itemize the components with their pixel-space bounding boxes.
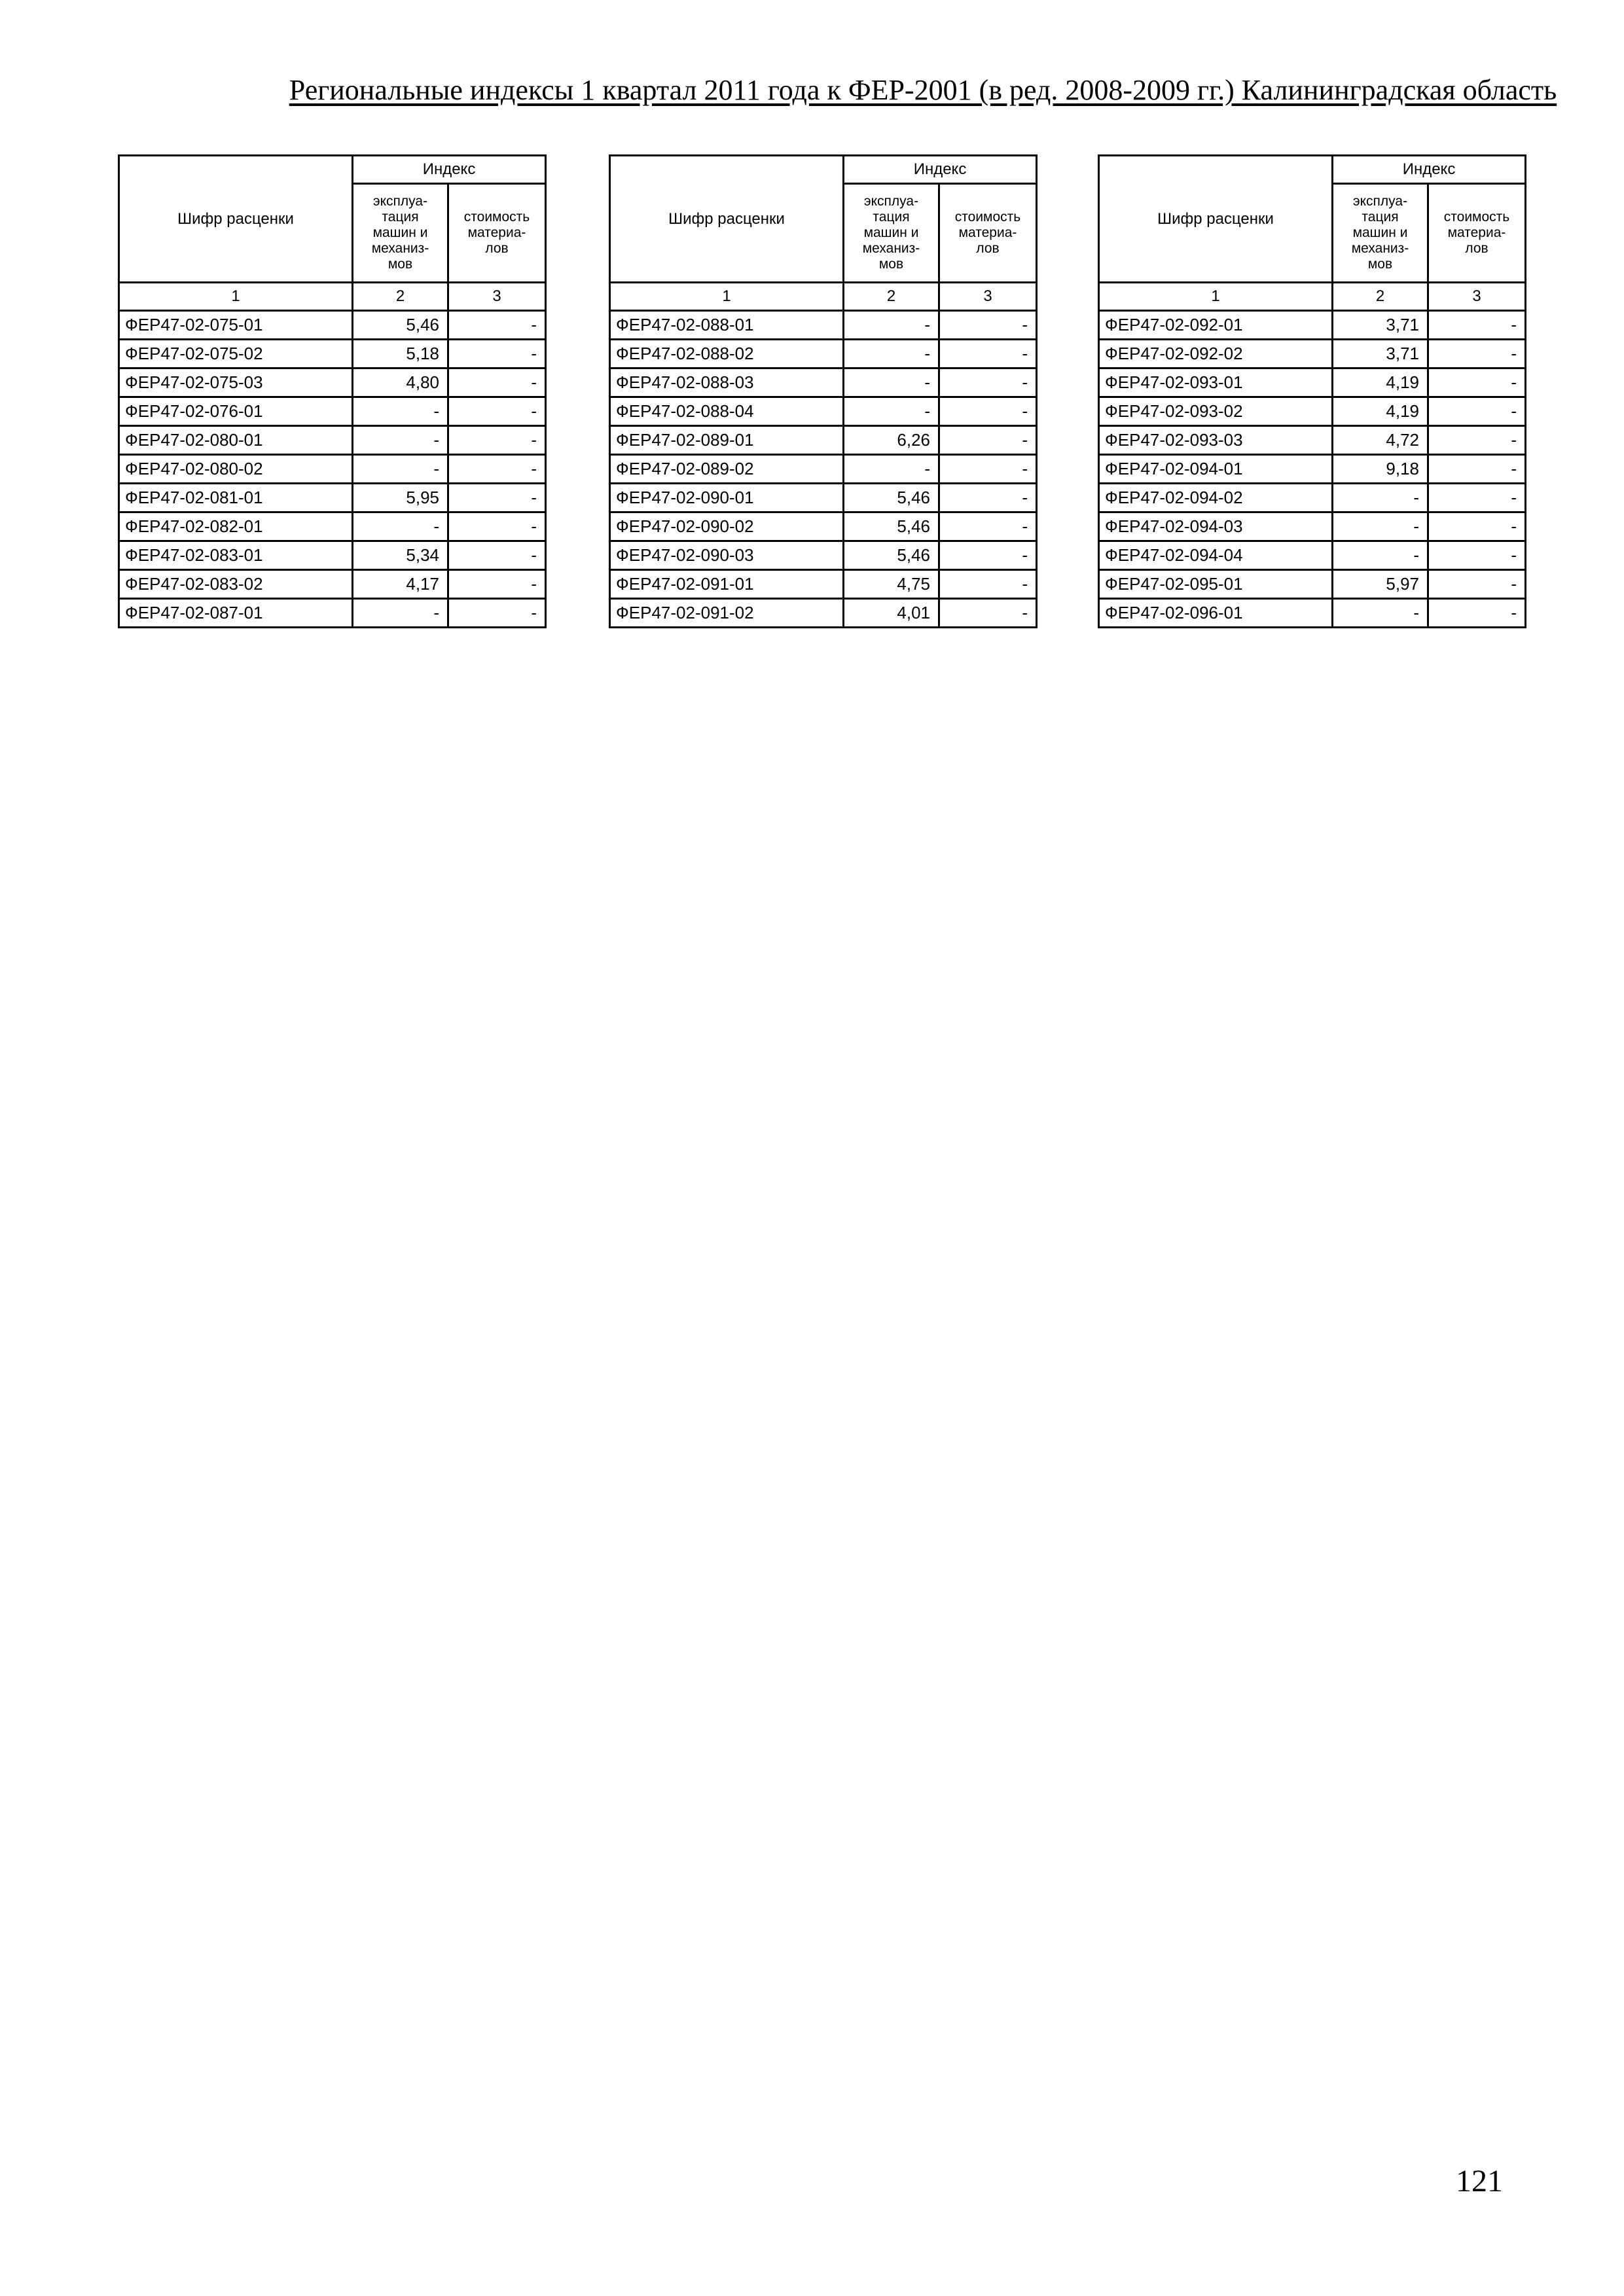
cell-code: ФЕР47-02-076-01 [119, 397, 353, 426]
cell-code: ФЕР47-02-093-02 [1099, 397, 1333, 426]
table-row [610, 484, 1037, 512]
cell-machines: 6,26 [844, 426, 939, 455]
cell-materials: - [448, 512, 546, 541]
table-row [119, 340, 546, 368]
table-row [1099, 599, 1526, 628]
cell-materials: - [1428, 455, 1526, 484]
cell-materials: - [1428, 368, 1526, 397]
cell-materials: - [939, 397, 1037, 426]
cell-code: ФЕР47-02-080-02 [119, 455, 353, 484]
cell-machines: - [1333, 599, 1428, 628]
header-machines: эксплуа- тация машин и механиз- мов [353, 184, 448, 283]
table-row [1099, 512, 1526, 541]
cell-machines: 9,18 [1333, 455, 1428, 484]
index-table-2 [609, 154, 1038, 628]
cell-materials: - [448, 397, 546, 426]
table-row [119, 455, 546, 484]
cell-materials: - [939, 541, 1037, 570]
cell-machines: 5,46 [844, 541, 939, 570]
table-row [119, 368, 546, 397]
cell-materials: - [1428, 484, 1526, 512]
cell-code: ФЕР47-02-087-01 [119, 599, 353, 628]
cell-code: ФЕР47-02-092-02 [1099, 340, 1333, 368]
cell-machines: - [844, 397, 939, 426]
cell-machines: 4,19 [1333, 368, 1428, 397]
cell-materials: - [448, 368, 546, 397]
cell-code: ФЕР47-02-089-01 [610, 426, 844, 455]
cell-materials: - [1428, 426, 1526, 455]
header-col-3: 3 [1428, 283, 1526, 311]
cell-materials: - [939, 368, 1037, 397]
table-row [610, 340, 1037, 368]
cell-code: ФЕР47-02-096-01 [1099, 599, 1333, 628]
cell-code: ФЕР47-02-088-03 [610, 368, 844, 397]
table-row [1099, 484, 1526, 512]
cell-code: ФЕР47-02-094-02 [1099, 484, 1333, 512]
cell-machines: - [353, 397, 448, 426]
header-machines: эксплуа- тация машин и механиз- мов [1333, 184, 1428, 283]
cell-code: ФЕР47-02-090-02 [610, 512, 844, 541]
header-code: Шифр расценки [1099, 156, 1333, 283]
cell-code: ФЕР47-02-088-02 [610, 340, 844, 368]
table-row [119, 426, 546, 455]
cell-code: ФЕР47-02-092-01 [1099, 311, 1333, 340]
cell-code: ФЕР47-02-093-03 [1099, 426, 1333, 455]
cell-machines: 4,72 [1333, 426, 1428, 455]
header-machines: эксплуа- тация машин и механиз- мов [844, 184, 939, 283]
cell-materials: - [1428, 570, 1526, 599]
cell-materials: - [939, 340, 1037, 368]
header-col-2: 2 [844, 283, 939, 311]
cell-materials: - [939, 512, 1037, 541]
cell-code: ФЕР47-02-090-03 [610, 541, 844, 570]
table-row [610, 570, 1037, 599]
table-row [1099, 455, 1526, 484]
header-col-3: 3 [939, 283, 1037, 311]
cell-machines: - [353, 599, 448, 628]
cell-materials: - [939, 599, 1037, 628]
cell-materials: - [448, 311, 546, 340]
header-col-2: 2 [1333, 283, 1428, 311]
cell-machines: 5,34 [353, 541, 448, 570]
cell-materials: - [448, 541, 546, 570]
cell-code: ФЕР47-02-091-02 [610, 599, 844, 628]
cell-machines: - [844, 368, 939, 397]
table-row [610, 599, 1037, 628]
cell-materials: - [1428, 340, 1526, 368]
cell-code: ФЕР47-02-095-01 [1099, 570, 1333, 599]
cell-code: ФЕР47-02-081-01 [119, 484, 353, 512]
cell-materials: - [939, 570, 1037, 599]
cell-code: ФЕР47-02-089-02 [610, 455, 844, 484]
table-row [610, 368, 1037, 397]
header-col-1: 1 [610, 283, 844, 311]
table-row [1099, 368, 1526, 397]
cell-materials: - [448, 340, 546, 368]
cell-materials: - [939, 484, 1037, 512]
page-number: 121 [1456, 2164, 1503, 2198]
cell-machines: 4,01 [844, 599, 939, 628]
cell-machines: 5,46 [844, 512, 939, 541]
cell-machines: - [353, 512, 448, 541]
cell-machines: - [353, 426, 448, 455]
cell-materials: - [939, 455, 1037, 484]
cell-code: ФЕР47-02-093-01 [1099, 368, 1333, 397]
header-col-1: 1 [1099, 283, 1333, 311]
cell-materials: - [448, 455, 546, 484]
cell-machines: 4,17 [353, 570, 448, 599]
header-col-3: 3 [448, 283, 546, 311]
table-row [1099, 426, 1526, 455]
table-row [119, 599, 546, 628]
cell-materials: - [1428, 397, 1526, 426]
cell-code: ФЕР47-02-075-02 [119, 340, 353, 368]
table-row [610, 311, 1037, 340]
header-code: Шифр расценки [119, 156, 353, 283]
cell-materials: - [448, 570, 546, 599]
header-code: Шифр расценки [610, 156, 844, 283]
cell-code: ФЕР47-02-083-02 [119, 570, 353, 599]
table-row [1099, 311, 1526, 340]
table-row [1099, 340, 1526, 368]
header-col-1: 1 [119, 283, 353, 311]
cell-materials: - [448, 599, 546, 628]
page-title: Региональные индексы 1 квартал 2011 года к ФЕР-2001 (в ред. 2008-2009 гг.) Калининградская область [289, 74, 1557, 106]
cell-machines: - [353, 455, 448, 484]
table-row [610, 426, 1037, 455]
table-row [610, 455, 1037, 484]
cell-materials: - [1428, 599, 1526, 628]
table-row [119, 311, 546, 340]
cell-machines: - [1333, 512, 1428, 541]
cell-code: ФЕР47-02-094-03 [1099, 512, 1333, 541]
table-row [119, 397, 546, 426]
table-row [119, 512, 546, 541]
table-row [1099, 541, 1526, 570]
cell-code: ФЕР47-02-090-01 [610, 484, 844, 512]
cell-machines: 5,97 [1333, 570, 1428, 599]
cell-code: ФЕР47-02-083-01 [119, 541, 353, 570]
cell-code: ФЕР47-02-075-01 [119, 311, 353, 340]
cell-machines: - [844, 455, 939, 484]
header-index: Индекс [1333, 156, 1526, 184]
cell-materials: - [448, 426, 546, 455]
cell-code: ФЕР47-02-091-01 [610, 570, 844, 599]
table-row [610, 541, 1037, 570]
table-row [119, 570, 546, 599]
index-table-1 [118, 154, 547, 628]
header-materials: стоимость материа- лов [448, 184, 546, 283]
header-index: Индекс [353, 156, 546, 184]
cell-machines: - [844, 311, 939, 340]
cell-materials: - [939, 426, 1037, 455]
cell-materials: - [1428, 541, 1526, 570]
table-row [610, 397, 1037, 426]
cell-code: ФЕР47-02-075-03 [119, 368, 353, 397]
cell-machines: - [1333, 484, 1428, 512]
cell-machines: 5,46 [844, 484, 939, 512]
table-row [119, 541, 546, 570]
cell-materials: - [1428, 311, 1526, 340]
table-row [119, 484, 546, 512]
header-materials: стоимость материа- лов [939, 184, 1037, 283]
cell-machines: 3,71 [1333, 340, 1428, 368]
table-row [1099, 397, 1526, 426]
cell-code: ФЕР47-02-088-01 [610, 311, 844, 340]
cell-machines: 5,95 [353, 484, 448, 512]
header-materials: стоимость материа- лов [1428, 184, 1526, 283]
table-row [610, 512, 1037, 541]
cell-materials: - [1428, 512, 1526, 541]
cell-machines: 5,18 [353, 340, 448, 368]
table-row [1099, 570, 1526, 599]
cell-code: ФЕР47-02-080-01 [119, 426, 353, 455]
cell-machines: - [1333, 541, 1428, 570]
cell-machines: 3,71 [1333, 311, 1428, 340]
cell-machines: 4,75 [844, 570, 939, 599]
cell-materials: - [448, 484, 546, 512]
cell-code: ФЕР47-02-088-04 [610, 397, 844, 426]
cell-machines: 4,19 [1333, 397, 1428, 426]
header-col-2: 2 [353, 283, 448, 311]
cell-materials: - [939, 311, 1037, 340]
cell-code: ФЕР47-02-082-01 [119, 512, 353, 541]
cell-machines: 4,80 [353, 368, 448, 397]
header-index: Индекс [844, 156, 1037, 184]
cell-machines: 5,46 [353, 311, 448, 340]
cell-code: ФЕР47-02-094-01 [1099, 455, 1333, 484]
cell-machines: - [844, 340, 939, 368]
index-table-3 [1098, 154, 1526, 628]
cell-code: ФЕР47-02-094-04 [1099, 541, 1333, 570]
